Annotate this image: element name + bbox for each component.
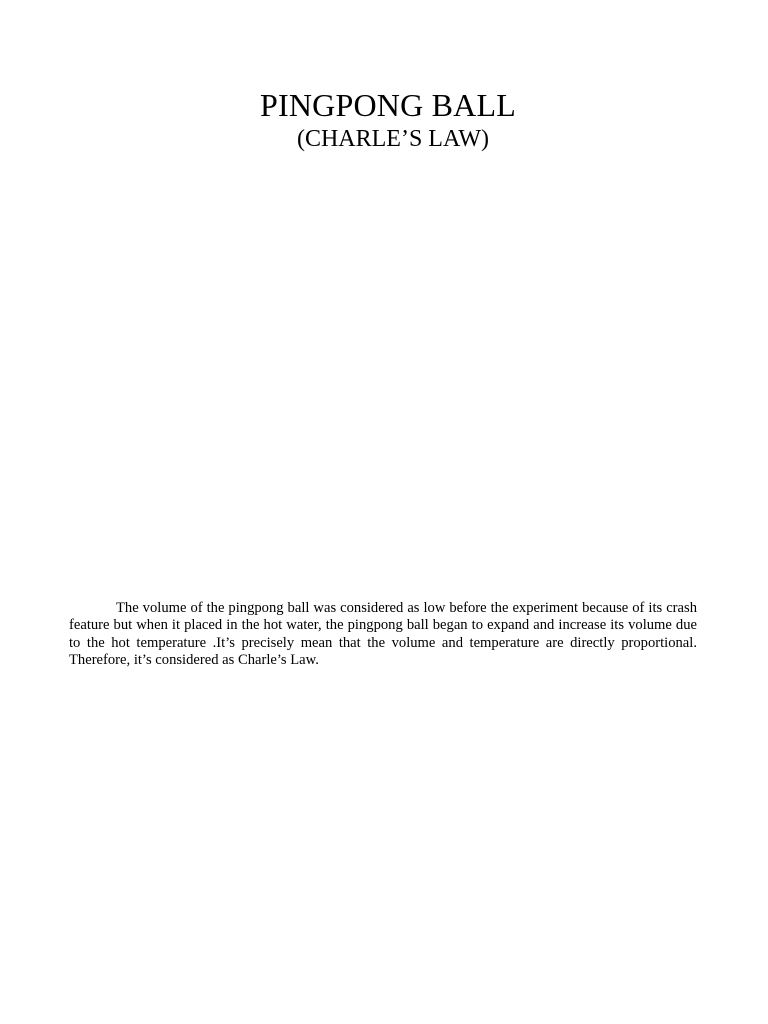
body-paragraph: The volume of the pingpong ball was considered as low before the experiment because of its crash feature but when it placed in the hot water, the pingpong ball began to expand and increase its volume due to the hot temperature .It’s precisely mean that the volume and temperature are directly proportional. Therefore, it’s considered as Charle’s Law. [69, 600, 697, 668]
document-title: PINGPONG BALL [260, 87, 516, 123]
document-subtitle: (CHARLE’S LAW) [296, 126, 490, 152]
